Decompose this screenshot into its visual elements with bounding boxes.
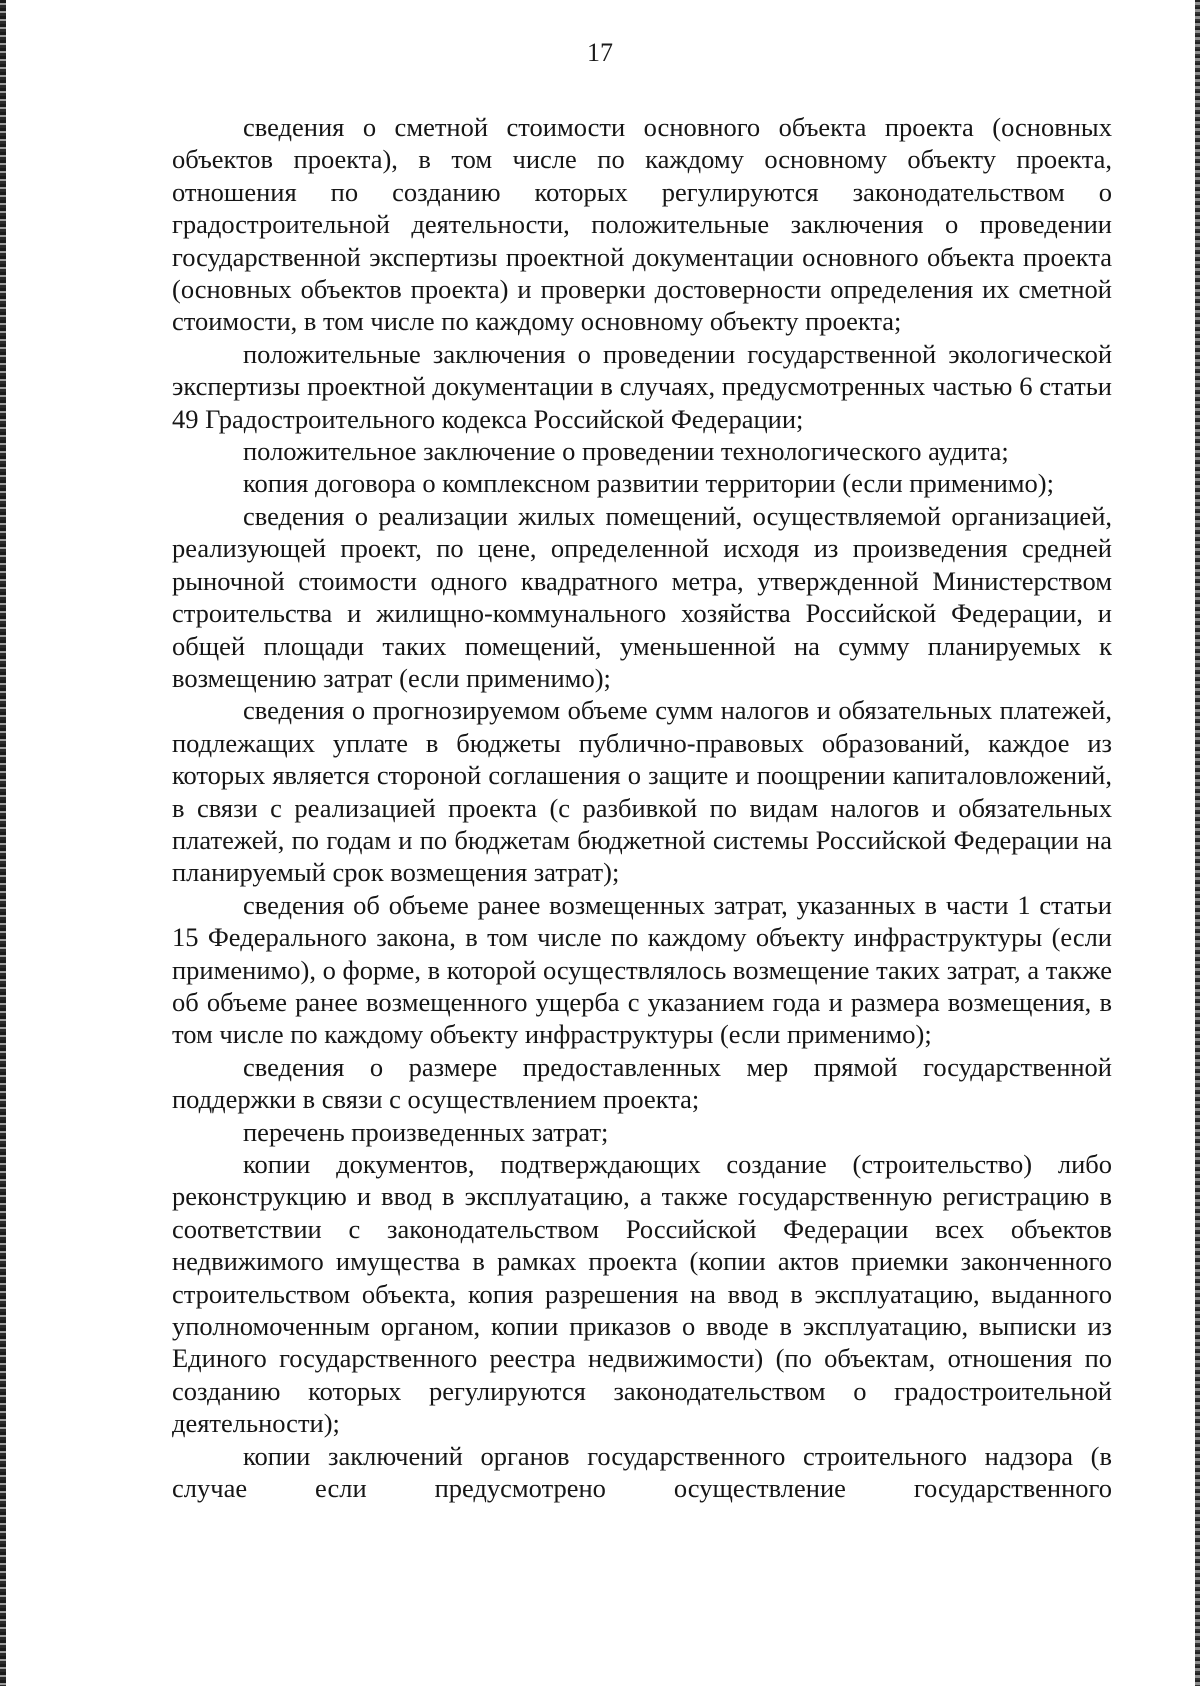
paragraph-housing-sales: сведения о реализации жилых помещений, осуществляемой организацией, реализующей проект, по цене, определенной исходя из произведения средней рыночной стоимости одного квадратного метра, утвержденной Министерством строительства и жилищно-коммунального хозяйства Российской Федерации, и общей площади таких помещений, уменьшенной на сумму планируемых к возмещению затрат (если применимо); [172,500,1112,693]
paragraph-state-support: сведения о размере предоставленных мер прямой государственной поддержки в связи с осуществлением проекта; [172,1051,1112,1115]
paragraph-technology-audit: положительное заключение о проведении технологического аудита; [243,436,1009,467]
document-body [172,111,1112,1504]
paragraph-territory-contract: копия договора о комплексном развитии территории (если применимо); [243,468,1054,499]
paragraph-incurred-costs: перечень произведенных затрат; [243,1116,609,1147]
paragraph-reimbursed-costs: сведения об объеме ранее возмещенных затрат, указанных в части 1 статьи 15 Федерального закона, в том числе по каждому объекту инфраструктуры (если применимо), о форме, в которой осуществлялось возмещение таких затрат, а также об объеме ранее возмещенного ущерба с указанием года и размера возмещения, в том числе по каждому объекту инфраструктуры (если применимо); [172,889,1112,1050]
paragraph-tax-forecast: сведения о прогнозируемом объеме сумм налогов и обязательных платежей, подлежащих уплате в бюджеты публично-правовых образований, каждое из которых является стороной соглашения о защите и поощрении капиталовложений, в связи с реализацией проекта (с разбивкой по видам налогов и обязательных платежей, по годам и по бюджетам бюджетной системы Российской Федерации на планируемый срок возмещения затрат); [172,695,1112,888]
paragraph-construction-supervision: копии заключений органов государственного строительного надзора (в случае если предусмотрено осуществление государственного [172,1440,1112,1504]
paragraph-estimated-cost: сведения о сметной стоимости основного объекта проекта (основных объектов проекта), в том числе по каждому основному объекту проекта, отношения по созданию которых регулируются законодательством о градостроительной деятельности, положительные заключения о проведении государственной экспертизы проектной документации основного объекта проекта (основных объектов проекта) и проверки достоверности определения их сметной стоимости, в том числе по каждому основному объекту проекта; [172,112,1112,337]
page-number: 17 [587,38,613,67]
scan-edge-left [0,0,6,1686]
paragraph-ecological-expertise: положительные заключения о проведении государственной экологической экспертизы проектной документации в случаях, предусмотренных частью 6 статьи 49 Градостроительного кодекса Российской Федерации; [172,338,1112,434]
paragraph-construction-documents: копии документов, подтверждающих создание (строительство) либо реконструкцию и ввод в эксплуатацию, а также государственную регистрацию в соответствии с законодательством Российской Федерации всех объектов недвижимого имущества в рамках проекта (копии актов приемки законченного строительством объекта, копия разрешения на ввод в эксплуатацию, выданного уполномоченным органом, копии приказов о вводе в эксплуатацию, выписки из Единого государственного реестра недвижимости) (по объектам, отношения по созданию которых регулируются законодательством о градостроительной деятельности); [172,1149,1112,1439]
scan-edge-right [1195,0,1200,1686]
